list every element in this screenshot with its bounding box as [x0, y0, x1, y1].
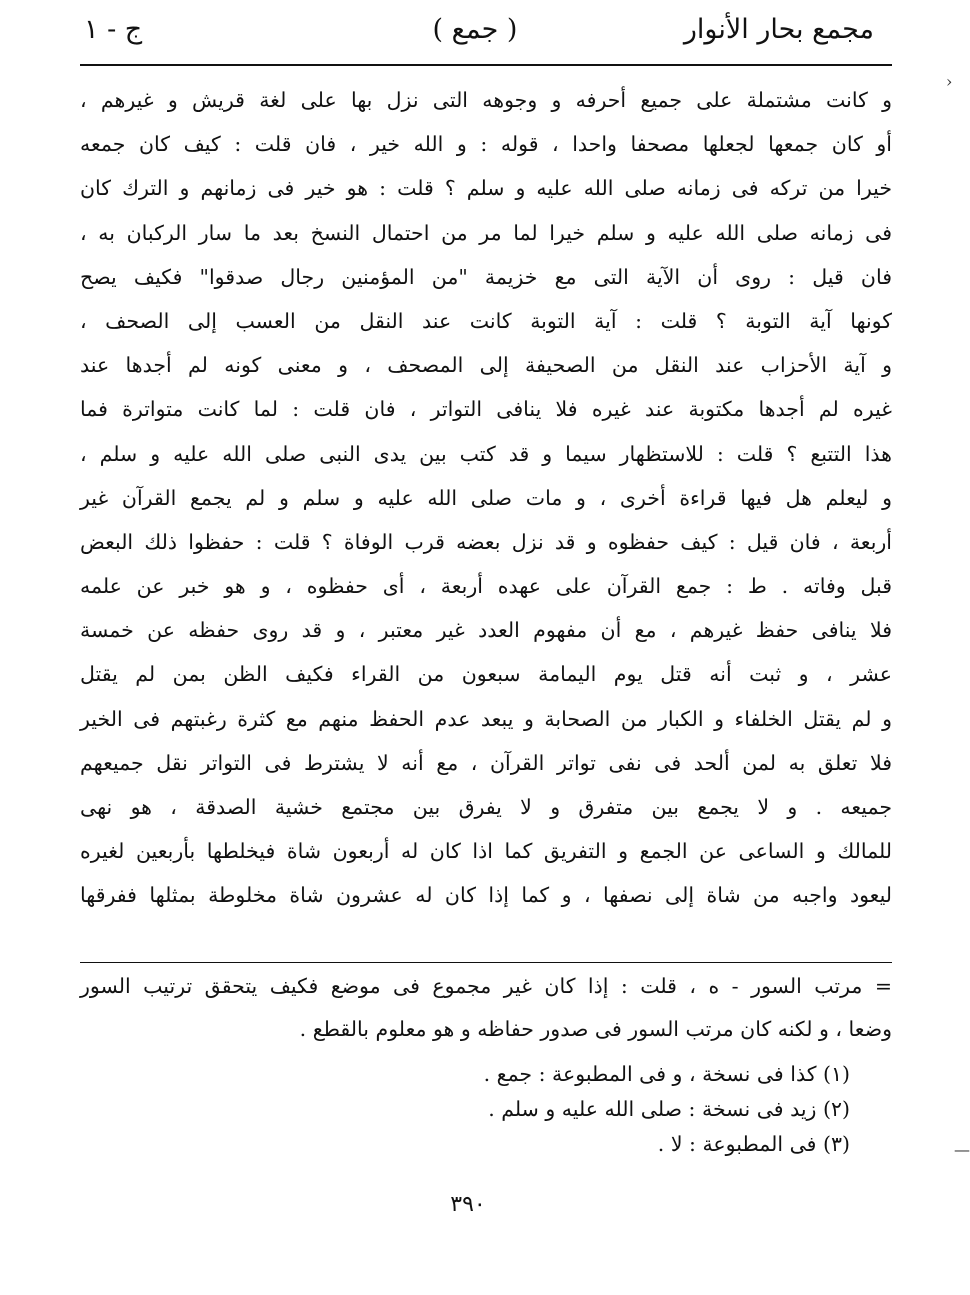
- note-line: = مرتب السور - ه ، قلت : إذا كان غير مجموع فى موضع فكيف يتحقق ترتيب السور: [80, 974, 892, 998]
- text-line: قبل وفاته . ط : جمع القرآن على عهده أربعة ، أى حفظوه ، و هو خبر عن علمه: [80, 574, 892, 599]
- text-line: و كانت مشتملة على جميع أحرفه و وجوهه التى نزل بها على لغة قريش و غيرهم ،: [80, 88, 892, 112]
- text-line: و ليعلم هل فيها قراءة أخرى ، و مات صلى الله عليه و سلم و لم يجمع القرآن غير: [80, 485, 892, 510]
- scan-mark: —: [954, 1140, 970, 1159]
- notes-separator: [80, 962, 892, 963]
- footnote-3: (٣) فى المطبوعة : لا .: [657, 1132, 850, 1156]
- text-line: غيره لم أجدها مكتوبة عند غيره فلا ينافى التواتر ، فان قلت : لما كانت متواترة فما: [80, 397, 892, 422]
- text-line: و آية الأحزاب عند النقل من الصحيفة إلى المصحف ، و معنى كونه لم أجدها عند: [80, 353, 892, 378]
- header-rule: [80, 64, 892, 66]
- text-line: فلا ينافى حفظ غيرهم ، مع أن مفهوم العدد غير معتبر ، و قد روى حفظه عن خمسة: [80, 618, 892, 643]
- volume-label: ج - ١: [84, 14, 143, 45]
- text-line: فان قيل : روى أن الآية التى مع خزيمة "من المؤمنين رجال صدقوا" فكيف يصح: [80, 264, 892, 289]
- text-line: جميعه . و لا يجمع بين متفرق و لا يفرق بين مجتمع خشية الصدقة ، هو نهى: [80, 795, 892, 819]
- continuation-notes: [80, 965, 892, 1051]
- text-line: عشر ، و ثبت أنه قتل يوم اليمامة سبعون من القراء فكيف الظن بمن لم يقتل: [80, 662, 892, 687]
- text-line: خيرا من تركه فى زمانه صلى الله عليه و سلم ؟ قلت : هو خير فى زمانهم و الترك كان: [80, 176, 892, 201]
- text-line: فلا تعلق به لمن ألحد فى نفى تواتر القرآن ، مع أنه لا يشترط فى التواتر نقل جميعهم: [80, 750, 892, 775]
- text-line: للمالك و الساعى عن الجمع و التفريق كما اذا كان له أربعون شاة فيخلطها بأربعين لغيره: [80, 839, 892, 864]
- footnote-1: (١) كذا فى نسخة ، و فى المطبوعة : جمع .: [483, 1062, 850, 1086]
- section-heading: ( جمع ): [432, 14, 518, 45]
- text-line: أو كان جمعها لجعلها مصحفا واحدا ، قوله : و الله خير ، فان قلت : كيف كان جمعه: [80, 132, 892, 157]
- text-line: كونها آية التوبة ؟ قلت : آية التوبة كانت عند النقل من العسب إلى الصحف ،: [80, 308, 892, 333]
- page-number: ٣٩٠: [450, 1192, 486, 1217]
- text-line: و لم يقتل الخلفاء و الكبار من الصحابة و يبعد عدم الحفظ منهم مع كثرة رغبتهم فى الخير: [80, 706, 892, 731]
- footnote-2: (٢) زيد فى نسخة : صلى الله عليه و سلم .: [488, 1097, 850, 1121]
- scan-mark: ›: [946, 72, 953, 91]
- text-line: أربعة ، فان قيل : كيف حفظوه و قد نزل بعضه قرب الوفاة ؟ قلت : حفظوا ذلك البعض: [80, 529, 892, 554]
- text-line: هذا التتبع ؟ قلت : للاستظهار سيما و قد كتب بين يدى النبى صلى الله عليه و سلم ،: [80, 441, 892, 466]
- running-title: مجمع بحار الأنوار: [683, 14, 874, 45]
- text-line: ليعود واجبه من شاة إلى نصفها ، و كما إذا كان له عشرون شاة مخلوطة بمثلها ففرقها: [80, 883, 892, 908]
- main-text: [80, 78, 892, 918]
- note-line: وضعا ، و لكنه كان مرتب السور فى صدور حفاظه و هو معلوم بالقطع .: [299, 1017, 892, 1041]
- text-line: فى زمانه صلى الله عليه و سلم خيرا لما مر من احتمال النسخ بعد ما سار الركبان به ،: [80, 220, 892, 245]
